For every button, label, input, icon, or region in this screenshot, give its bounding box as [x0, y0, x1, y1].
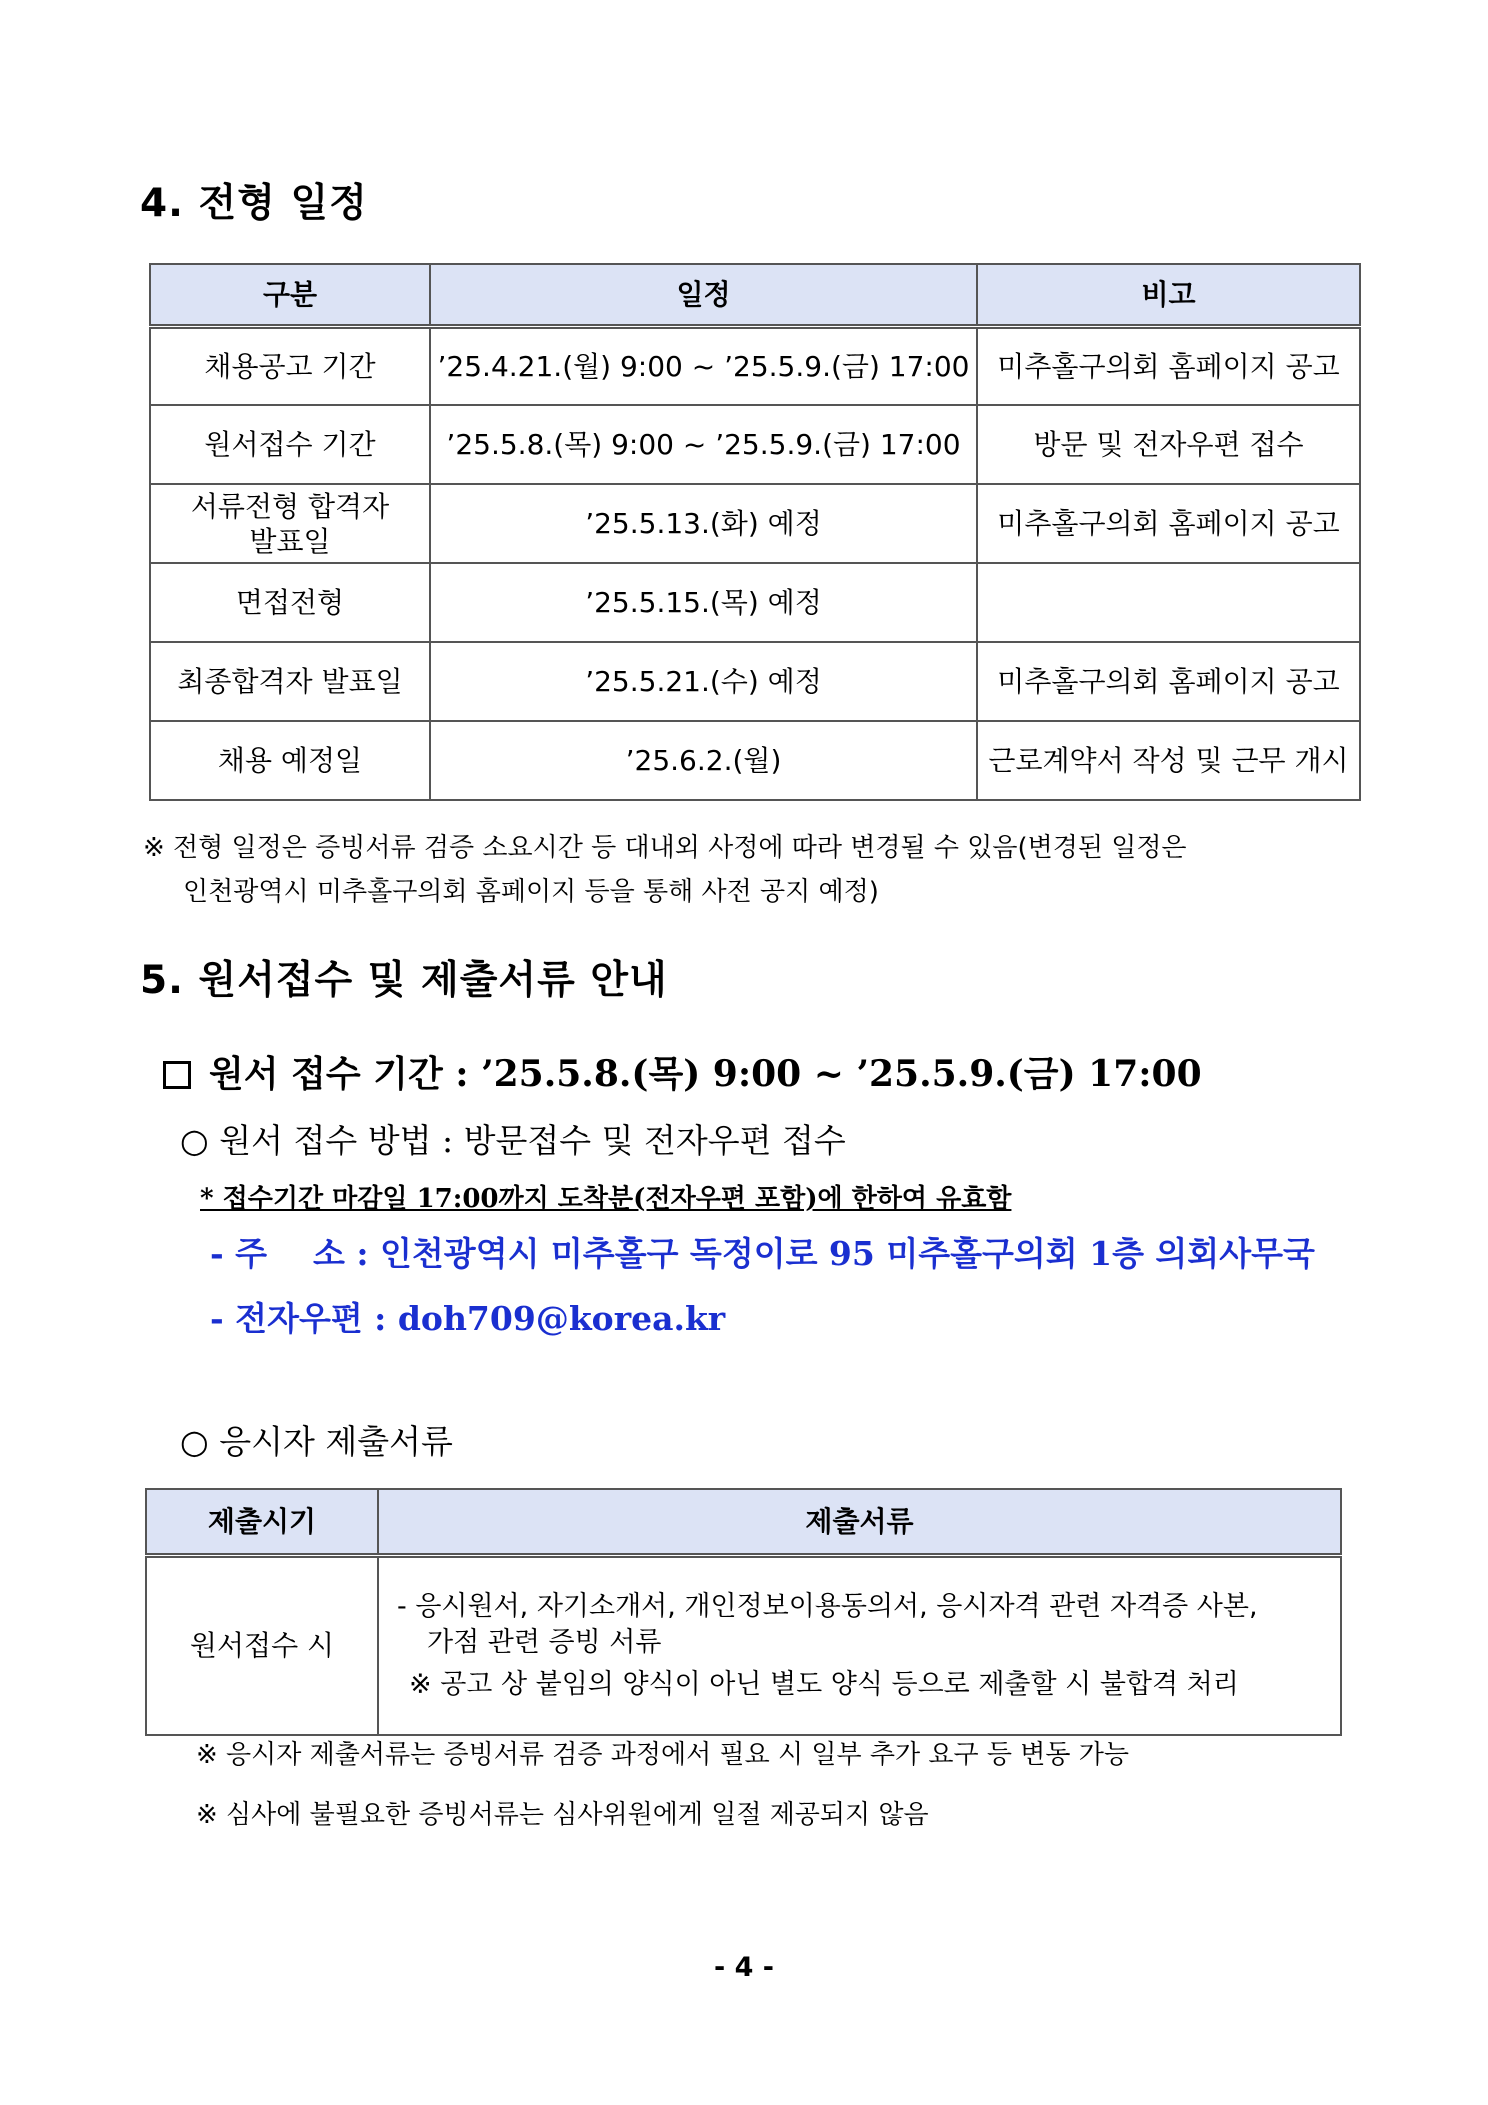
row-schedule: ’25.5.13.(화) 예정	[430, 484, 977, 563]
deadline-note: * 접수기간 마감일 17:00까지 도착분(전자우편 포함)에 한하여 유효함	[200, 1184, 1012, 1214]
row-note: 미추홀구의회 홈페이지 공고	[977, 326, 1360, 405]
schedule-table	[149, 263, 1361, 801]
docs-note-2: ※ 심사에 불필요한 증빙서류는 심사위원에게 일절 제공되지 않음	[196, 1800, 929, 1830]
docs-line2: 가점 관련 증빙 서류	[427, 1626, 662, 1658]
row-category	[150, 484, 430, 563]
docs-list	[378, 1555, 1341, 1735]
page-number: - 4 -	[714, 1952, 774, 1983]
row-category: 채용 예정일	[150, 721, 430, 800]
table-row	[150, 721, 1360, 800]
row-category: 면접전형	[150, 563, 430, 642]
email-line: - 전자우편 : doh709@korea.kr	[210, 1299, 726, 1338]
row-schedule: ’25.4.21.(월) 9:00 ~ ’25.5.9.(금) 17:00	[430, 326, 977, 405]
header-schedule: 일정	[430, 264, 977, 326]
table-row	[146, 1555, 1341, 1735]
application-period	[163, 1046, 1202, 1097]
docs-line1: - 응시원서, 자기소개서, 개인정보이용동의서, 응시자격 관련 자격증 사본,	[397, 1590, 1258, 1622]
address-line: - 주 소 : 인천광역시 미추홀구 독정이로 95 미추홀구의회 1층 의회사무국	[210, 1234, 1315, 1273]
row-category: 원서접수 기간	[150, 405, 430, 484]
schedule-footnote-line2: 인천광역시 미추홀구의회 홈페이지 등을 통해 사전 공지 예정)	[183, 877, 879, 907]
schedule-footnote	[143, 826, 1373, 914]
section5-heading: 5. 원서접수 및 제출서류 안내	[140, 958, 668, 1003]
row-category: 채용공고 기간	[150, 326, 430, 405]
table-row	[150, 405, 1360, 484]
header-timing: 제출시기	[146, 1489, 378, 1555]
table-row	[150, 642, 1360, 721]
row-category-line1: 서류전형 합격자	[190, 489, 390, 523]
docs-table	[145, 1488, 1342, 1736]
row-category: 최종합격자 발표일	[150, 642, 430, 721]
application-period-text: 원서 접수 기간 : ’25.5.8.(목) 9:00 ~ ’25.5.9.(금) 17:00	[209, 1053, 1202, 1095]
row-schedule: ’25.5.8.(목) 9:00 ~ ’25.5.9.(금) 17:00	[430, 405, 977, 484]
docs-timing: 원서접수 시	[146, 1555, 378, 1735]
row-note: 근로계약서 작성 및 근무 개시	[977, 721, 1360, 800]
row-note	[977, 563, 1360, 642]
checkbox-square-icon	[163, 1061, 191, 1089]
table-row	[150, 563, 1360, 642]
section4-heading: 4. 전형 일정	[140, 181, 368, 226]
row-schedule: ’25.6.2.(월)	[430, 721, 977, 800]
row-category-line2: 발표일	[249, 524, 331, 558]
docs-note-1: ※ 응시자 제출서류는 증빙서류 검증 과정에서 필요 시 일부 추가 요구 등 변동 가능	[196, 1740, 1129, 1770]
row-schedule: ’25.5.21.(수) 예정	[430, 642, 977, 721]
table-row	[150, 484, 1360, 563]
application-method: ○ 원서 접수 방법 : 방문접수 및 전자우편 접수	[180, 1121, 846, 1160]
header-note: 비고	[977, 264, 1360, 326]
table-row	[150, 326, 1360, 405]
row-note: 방문 및 전자우편 접수	[977, 405, 1360, 484]
row-schedule: ’25.5.15.(목) 예정	[430, 563, 977, 642]
docs-heading: ○ 응시자 제출서류	[180, 1422, 453, 1461]
header-documents: 제출서류	[378, 1489, 1341, 1555]
header-category: 구분	[150, 264, 430, 326]
row-note: 미추홀구의회 홈페이지 공고	[977, 484, 1360, 563]
row-note: 미추홀구의회 홈페이지 공고	[977, 642, 1360, 721]
schedule-footnote-line1: ※ 전형 일정은 증빙서류 검증 소요시간 등 대내외 사정에 따라 변경될 수 있음(변경된 일정은	[143, 833, 1187, 863]
docs-note: ※ 공고 상 붙임의 양식이 아닌 별도 양식 등으로 제출할 시 불합격 처리	[409, 1668, 1239, 1700]
